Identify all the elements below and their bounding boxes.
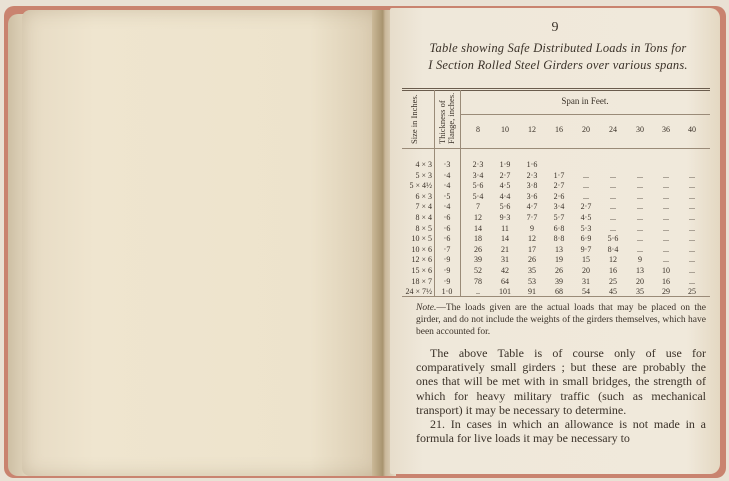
load-value: 31 [501, 255, 509, 265]
load-value: 7 [476, 202, 480, 212]
load-value: ... [689, 191, 695, 201]
load-value: 9 [530, 223, 534, 233]
row-flange: ·5 [443, 191, 451, 201]
load-value: ... [663, 191, 669, 201]
load-value: 26 [555, 266, 563, 275]
load-value: 45 [609, 287, 617, 297]
load-value: 21 [501, 244, 509, 254]
load-value: 5·7 [553, 213, 565, 222]
row-size: 18 × 7 [411, 276, 432, 286]
load-value: 2·7 [499, 170, 511, 180]
span-column-header: 20 [582, 125, 590, 134]
table-note [416, 302, 706, 338]
load-value: ... [663, 213, 669, 222]
span-column-header: 24 [609, 125, 617, 134]
load-value: ... [637, 234, 643, 244]
row-flange: ·6 [443, 213, 451, 222]
row-flange: ·6 [443, 223, 451, 233]
load-value: 4·5 [580, 213, 592, 222]
load-value: 91 [528, 287, 536, 297]
load-value: 64 [501, 276, 509, 286]
load-value: 20 [582, 266, 590, 275]
load-value: 26 [474, 244, 482, 254]
row-size: 6 × 3 [415, 191, 432, 201]
load-value: ... [637, 213, 643, 222]
row-flange: ·9 [443, 266, 451, 275]
load-value: ... [637, 202, 643, 212]
table-title-line-1: Table showing Safe Distributed Loads in Tons for [429, 41, 687, 55]
load-value: 16 [662, 276, 670, 286]
table-title-line-2: I Section Rolled Steel Girders over various spans. [428, 58, 688, 72]
row-size: 7 × 4 [415, 202, 432, 212]
load-value: ... [610, 170, 616, 180]
row-flange: ·3 [443, 160, 451, 169]
load-value: 52 [474, 266, 482, 275]
load-value: 2·7 [580, 202, 592, 212]
title-rule [402, 88, 710, 91]
load-value: 4·4 [499, 191, 511, 201]
table-divider [460, 90, 461, 296]
row-size: 12 × 6 [411, 255, 432, 265]
row-size: 5 × 3 [415, 170, 432, 180]
load-value: ... [610, 213, 616, 222]
load-value: ... [689, 244, 695, 254]
load-value: 3·4 [553, 202, 565, 212]
load-value: ... [610, 202, 616, 212]
row-size: 24 × 7½ [405, 287, 432, 297]
load-value: 5·4 [472, 191, 484, 201]
load-value: 10 [662, 266, 670, 275]
right-page [390, 8, 720, 474]
row-size: 15 × 6 [411, 266, 432, 275]
load-value: 17 [528, 244, 536, 254]
row-size: 10 × 6 [411, 244, 432, 254]
load-value: 25 [609, 276, 617, 286]
left-page-blank [22, 10, 382, 476]
span-header-rule [460, 114, 710, 115]
load-value: ... [689, 170, 695, 180]
load-value: ... [689, 234, 695, 244]
load-value: ... [610, 181, 616, 191]
note-text: —The loads given are the actual loads that may be placed on the girder, and do not include the weights of the girders themselves, which have been accounted for. [416, 303, 706, 337]
span-column-header: 30 [636, 125, 644, 134]
load-value: ... [689, 213, 695, 222]
flange-header-2: Flange, inches. [446, 92, 456, 144]
load-value: 25 [688, 287, 696, 297]
load-value: 9 [638, 255, 642, 265]
load-value: ... [583, 191, 589, 201]
load-value: 29 [662, 287, 670, 297]
row-flange: ·4 [443, 170, 451, 180]
load-value: 3·8 [526, 181, 538, 191]
load-value: 42 [501, 266, 509, 275]
load-value: 4·7 [526, 202, 538, 212]
load-value: 3·6 [526, 191, 538, 201]
load-value: ... [689, 255, 695, 265]
load-value: ... [637, 170, 643, 180]
load-value: 12 [474, 213, 482, 222]
row-flange: ·4 [443, 202, 451, 212]
load-value: 13 [555, 244, 563, 254]
load-value: ... [689, 223, 695, 233]
load-value: ... [637, 191, 643, 201]
load-value: 15 [582, 255, 590, 265]
load-value: ... [689, 276, 695, 286]
load-value: ... [637, 181, 643, 191]
paragraph-1: The above Table is of course only of use for comparatively small girders ; but these are probably the ones that will be met with in small bridges, the strength of which for heavy military traffic (such as mechanical transport) it may be necessary to determine. [416, 346, 706, 417]
load-value: ... [663, 234, 669, 244]
span-column-header: 12 [528, 125, 536, 134]
row-flange: ·9 [443, 255, 451, 265]
load-value: ... [663, 223, 669, 233]
load-value: 35 [528, 266, 536, 275]
load-value: 2·3 [526, 170, 538, 180]
load-value: 7·7 [526, 213, 538, 222]
load-value: .. [476, 287, 480, 297]
flange-header-1: Thickness of [437, 100, 447, 144]
span-column-header: 36 [662, 125, 670, 134]
load-value: 1·7 [553, 170, 565, 180]
load-value: 3·4 [472, 170, 484, 180]
load-value: ... [663, 244, 669, 254]
span-column-header: 10 [501, 125, 509, 134]
row-size: 4 × 3 [415, 160, 432, 169]
row-size: 10 × 5 [411, 234, 432, 244]
row-flange: ·4 [443, 181, 451, 191]
span-header: Span in Feet. [561, 96, 609, 106]
load-value: 5·6 [607, 234, 619, 244]
load-value: 14 [501, 234, 509, 244]
load-value: 16 [609, 266, 617, 275]
load-value: 8·8 [553, 234, 565, 244]
load-value: ... [689, 266, 695, 275]
load-value: 9·7 [580, 244, 592, 254]
load-value: 2·3 [472, 160, 484, 169]
load-value: 101 [499, 287, 511, 297]
load-value: ... [637, 223, 643, 233]
load-value: 53 [528, 276, 536, 286]
load-value: 6·8 [553, 223, 565, 233]
row-size: 8 × 4 [415, 213, 432, 222]
load-value: ... [689, 181, 695, 191]
load-value: ... [637, 244, 643, 254]
load-value: ... [663, 255, 669, 265]
load-value: 68 [555, 287, 563, 297]
load-value: 1·6 [526, 160, 538, 169]
load-value: 6·9 [580, 234, 592, 244]
load-value: ... [663, 181, 669, 191]
load-value: 39 [555, 276, 563, 286]
size-header: Size in Inches. [409, 94, 419, 144]
load-value: ... [610, 191, 616, 201]
load-value: 13 [636, 266, 644, 275]
load-value: 2·7 [553, 181, 565, 191]
page-number: 9 [551, 20, 559, 35]
load-value: 14 [474, 223, 482, 233]
load-value: 5·3 [580, 223, 592, 233]
load-value: ... [689, 202, 695, 212]
table-title [406, 40, 710, 74]
span-column-header: 40 [688, 125, 696, 134]
load-value: ... [583, 170, 589, 180]
load-value: 4·5 [499, 181, 511, 191]
load-value: 2·6 [553, 191, 565, 201]
row-flange: ·9 [443, 276, 451, 286]
span-column-header: 8 [476, 125, 480, 134]
load-value: 5·6 [499, 202, 511, 212]
load-value: 19 [555, 255, 563, 265]
table-divider [434, 90, 435, 296]
load-value: 18 [474, 234, 482, 244]
load-value: 31 [582, 276, 590, 286]
load-value: 39 [474, 255, 482, 265]
load-value: 20 [636, 276, 644, 286]
load-value: 12 [528, 234, 536, 244]
load-value: 9·3 [499, 213, 511, 222]
load-value: 11 [501, 223, 509, 233]
row-size: 5 × 4½ [409, 181, 432, 191]
paragraph-2: 21. In cases in which an allowance is not made in a formula for live loads it may be necessary to [416, 417, 706, 446]
note-label: Note. [416, 303, 437, 313]
load-value: ... [583, 181, 589, 191]
load-value: 8·4 [607, 244, 619, 254]
load-value: 35 [636, 287, 644, 297]
load-value: ... [610, 223, 616, 233]
row-flange: ·7 [443, 244, 451, 254]
load-value: 5·6 [472, 181, 484, 191]
load-value: 54 [582, 287, 590, 297]
row-flange: ·6 [443, 234, 451, 244]
row-size: 8 × 5 [415, 223, 432, 233]
span-column-header: 16 [555, 125, 563, 134]
load-value: 12 [609, 255, 617, 265]
load-value: 26 [528, 255, 536, 265]
header-rule [402, 148, 710, 149]
load-value: 1·9 [499, 160, 511, 169]
load-value: ... [663, 170, 669, 180]
load-value: 78 [474, 276, 482, 286]
load-value: ... [663, 202, 669, 212]
row-flange: 1·0 [441, 287, 453, 297]
